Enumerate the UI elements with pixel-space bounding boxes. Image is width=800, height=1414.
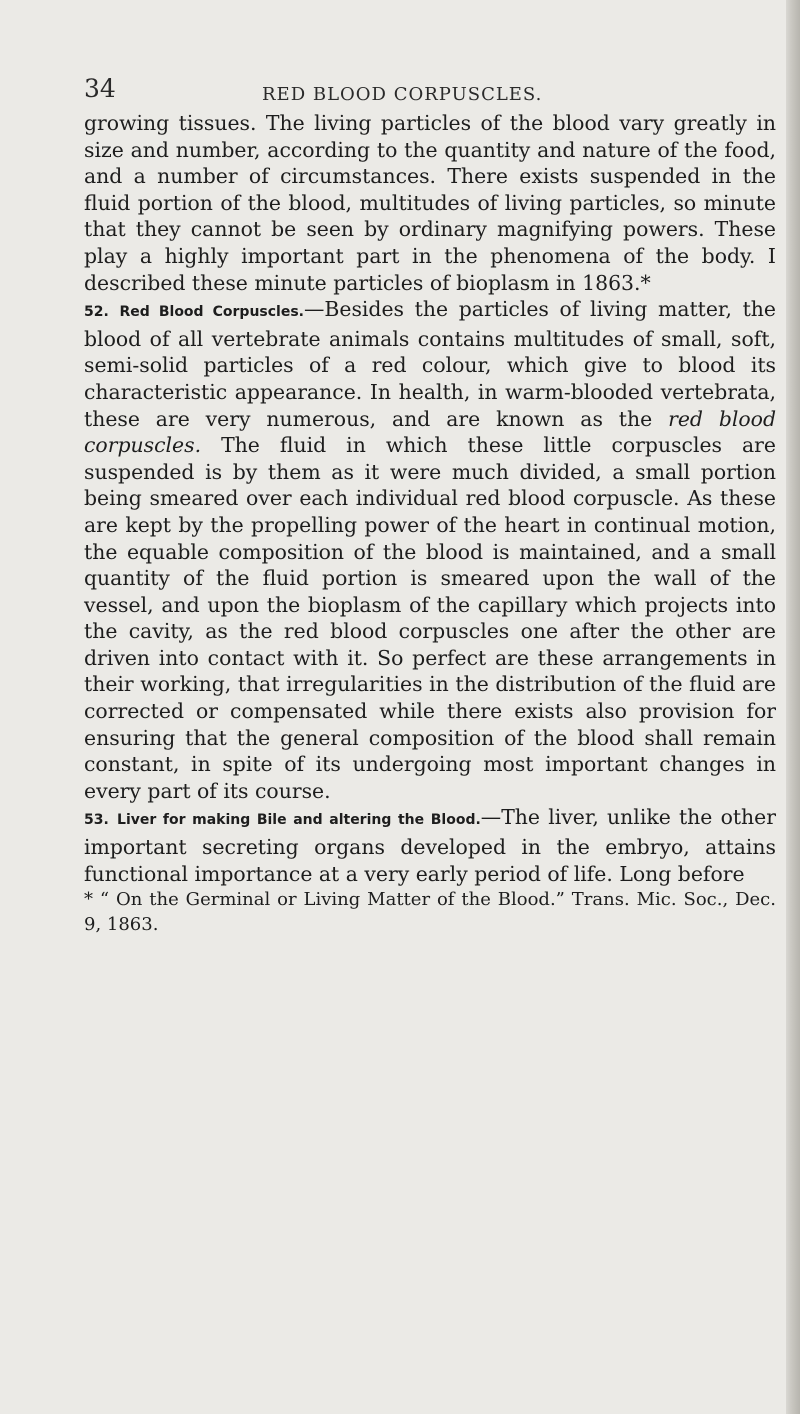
section-52-text-b: The fluid in which these little corpuscles are suspended is by them as it were much divided, a small portion being smeared over each individual red blood corpuscle. As these are kept by the propelling power of the heart in continual motion, the equable composition of the blood is maintained, and a small quantity of the fluid portion is smeared upon the wall of the vessel, and upon the bioplasm of the capillary which projects into the cavity, as the red blood corpuscles one after the other are driven into contact with it. So perfect are these arrangements in their working, that irregularities in the distribution of the fluid are corrected or compensated while there exists also provision for ensuring that the general composition of the blood shall remain constant, in spite of its undergoing most important changes in every part of its course. [84, 433, 776, 803]
page-edge-shadow [786, 0, 800, 1414]
section-53-text: —The liver, unlike the other important secreting organs developed in the embryo, attains functional importance at a very early period of life. Long before [84, 805, 776, 886]
section-52-number: 52. [84, 304, 109, 321]
section-52-text-a: —Besides the particles of living matter, the blood of all vertebrate animals contains multitudes of small, soft, semi-solid particles of a red colour, which give to blood its characteristic appearance. In health, in warm-blooded vertebrata, these are very numerous, and are known as the [84, 297, 776, 431]
section-53-heading: Liver for making Bile and altering the Blood. [117, 812, 481, 829]
section-53-number: 53. [84, 812, 109, 829]
page-header [0, 74, 800, 114]
page-number: 34 [84, 74, 116, 103]
running-head: RED BLOOD CORPUSCLES. [262, 84, 543, 105]
section-52-italic-term: red blood corpuscles. [84, 406, 777, 458]
section-52-paragraph [84, 296, 776, 804]
body-text [84, 110, 776, 937]
paragraph-growing-tissues: growing tissues. The living particles of the blood vary greatly in size and number, according to the quantity and nature of the food, and a number of circumstances. There exists suspended in the fluid portion of the blood, multitudes of living particles, so minute that they cannot be seen by ordinary magnifying powers. These play a highly important part in the phenomena of the body. I described these minute particles of bioplasm in 1863.* [84, 111, 776, 295]
footnote: * “ On the Germinal or Living Matter of the Blood.” Trans. Mic. Soc., Dec. 9, 1863. [84, 889, 776, 936]
section-53-paragraph [84, 804, 776, 887]
section-52-heading: Red Blood Corpuscles. [119, 304, 304, 321]
